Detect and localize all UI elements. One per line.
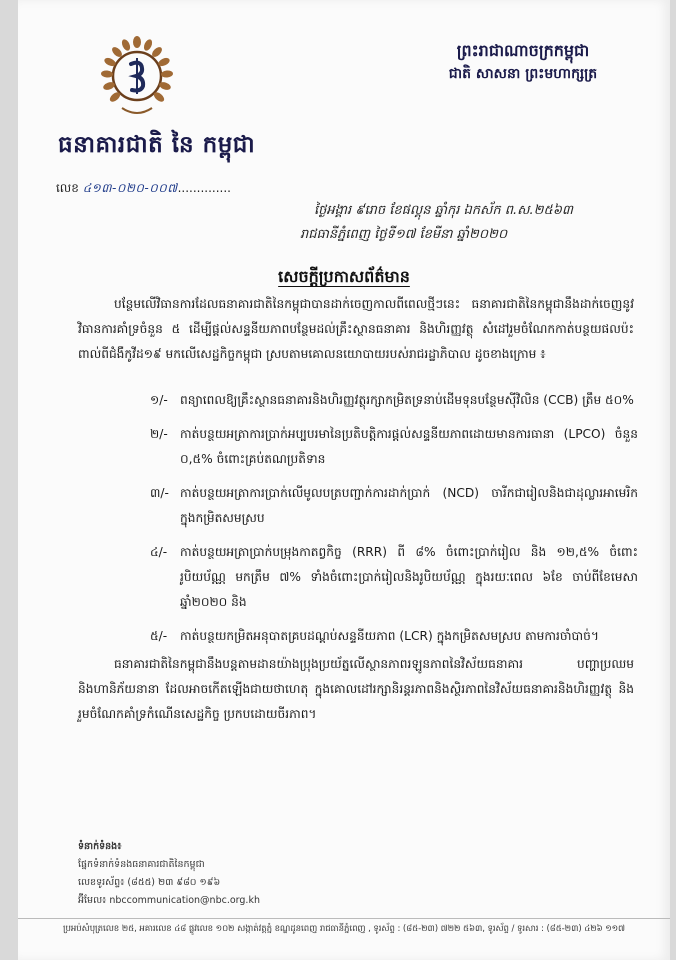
contact-heading: ទំនាក់ទំនង៖	[78, 841, 122, 852]
ref-prefix: លេខ	[56, 181, 79, 195]
measure-text: កាត់បន្ថយកម្រិតអនុបាតគ្របដណ្តប់សន្ទនីយភាព (LCR) ក្នុងកម្រិតសមស្រប តាមការចាំបាច់។	[180, 629, 599, 643]
measure-text: កាត់បន្ថយអត្រាប្រាក់បម្រុងកាតព្វកិច្ច (RRR) ពី ៨% ចំពោះប្រាក់រៀល និង ១២,៥% ចំពោះរូបិយប័ណ្ណ មកត្រឹម ៧% ទាំងចំពោះប្រាក់រៀលនិងរូបិយប័ណ្ណ ក្នុងរយៈពេល ៦ខែ ចាប់ពីខែមេសា ឆ្នាំ២០២០ និង	[180, 545, 638, 609]
nbc-emblem-logo	[98, 34, 176, 118]
date-lunar: ថ្ងៃអង្គារ ៩រោច ខែផល្គុន ឆ្នាំកុរ ឯកស័ក ព.ស.២៥៦៣	[314, 203, 574, 218]
kingdom-heading: ព្រះរាជាណាចក្រកម្ពុជា	[456, 41, 590, 60]
closing-paragraph: ធនាគារជាតិនៃកម្ពុជានឹងបន្តតាមដានយ៉ាងប្រុងប្រយ័ត្នលើស្ថានភាពរឡូនភាពនៃវិស័យធនាគារ បញ្ហាប្រឈម និងហានិភ័យនានា ដែលអាចកើតឡើងជាយថាហេតុ ក្នុងគោលដៅរក្សានិរន្តរភាពនិងស្ថិរភាពនៃវិស័យធនាគារនិងហិរញ្ញវត្ថុ និងរួមចំណែកគាំទ្រកំណើនសេដ្ឋកិច្ច ប្រកបដោយចីរភាព។	[78, 657, 634, 721]
contact-department: ផ្នែកទំនាក់ទំនងធនាគារជាតិនៃកម្ពុជា	[78, 859, 205, 870]
measure-number: ២/-	[150, 427, 168, 441]
ref-dots: ..............	[177, 181, 231, 195]
national-motto: ជាតិ សាសនា ព្រះមហាក្សត្រ	[448, 66, 598, 82]
measure-item	[150, 481, 638, 531]
reference-number	[56, 180, 231, 198]
ref-number: ៤១៣-០២០-០០៧	[82, 181, 178, 195]
measure-number: ៥/-	[150, 629, 168, 643]
measure-item	[150, 624, 638, 649]
document-title: សេចក្តីប្រកាសព័ត៌មាន	[278, 267, 410, 286]
footer-divider	[18, 918, 670, 919]
measure-number: ៣/-	[150, 486, 169, 500]
intro-paragraph: បន្ថែមលើវិធានការដែលធនាគារជាតិនៃកម្ពុជាបានដាក់ចេញកាលពីពេលថ្មីៗនេះ ធនាគារជាតិនៃកម្ពុជានឹងដាក់ចេញនូវវិធានការគាំទ្រចំនួន ៥ ដើម្បីផ្តល់សន្ទនីយភាពបន្ថែមដល់គ្រឹះស្ថានធនាគារ និងហិរញ្ញវត្ថុ សំដៅរួមចំណែកកាត់បន្ថយផលប៉ះពាល់ពីជំងឺកូវីដ១៩ មកលើសេដ្ឋកិច្ចកម្ពុជា ស្របតាមគោលនយោបាយរបស់រាជរដ្ឋាភិបាល ដូចខាងក្រោម ៖	[78, 297, 634, 361]
measure-item	[150, 422, 638, 472]
contact-phone: លេខទូរស័ព្ទ៖ (៨៥៥) ២៣ ៩៨០ ១៩៦	[78, 877, 221, 888]
measure-item	[150, 388, 638, 413]
contact-email[interactable]: អ៊ីមែល៖ nbccommunication@nbc.org.kh	[78, 895, 260, 906]
bank-name: ធនាគារជាតិ នៃ កម្ពុជា	[58, 131, 256, 158]
measure-text: កាត់បន្ថយអត្រាការប្រាក់លើមូលបត្របញ្ជាក់ការដាក់ប្រាក់ (NCD) ចារីកជារៀលនិងជាដុល្លារអាមេរិក ក្នុងកម្រិតសមស្រប	[180, 486, 638, 525]
measure-number: ៤/-	[150, 545, 168, 559]
date-solar: រាជធានីភ្នំពេញ ថ្ងៃទី១៧ ខែមីនា ឆ្នាំ២០២០	[300, 227, 508, 242]
measure-item	[150, 540, 638, 615]
measure-text: ពន្យាពេលឱ្យគ្រឹះស្ថានធនាគារនិងហិរញ្ញវត្ថុរក្សាកម្រិតទ្រនាប់ដើមទុនបន្ថែមស៊ីវិលិន (CCB) ត្រឹម ៥០%	[180, 393, 634, 407]
footer-address: ប្រអប់សំបុត្រលេខ ២៥, អគារលេខ ៤៨ ផ្លូវលេខ ១០២ សង្កាត់វត្តភ្នំ ខណ្ឌដូនពេញ រាជធានីភ្នំពេញ , ទូរស័ព្ទ : (៨៥-២៣) ៧២២ ៥៦៣, ទូរស័ព្ទ / ទូរសារ : (៨៥-២៣) ៤២៦ ១១៧	[63, 924, 625, 934]
measures-list	[150, 388, 638, 658]
letter-page	[18, 0, 670, 960]
measure-number: ១/-	[150, 393, 168, 407]
contact-block	[78, 838, 260, 910]
measure-text: កាត់បន្ថយអត្រាការប្រាក់អប្បបរមានៃប្រតិបត្តិការផ្តល់សន្ទនីយភាពដោយមានការធានា (LPCO) ចំនួន ០,៥% ចំពោះគ្រប់តណប្រតិទាន	[180, 427, 638, 466]
